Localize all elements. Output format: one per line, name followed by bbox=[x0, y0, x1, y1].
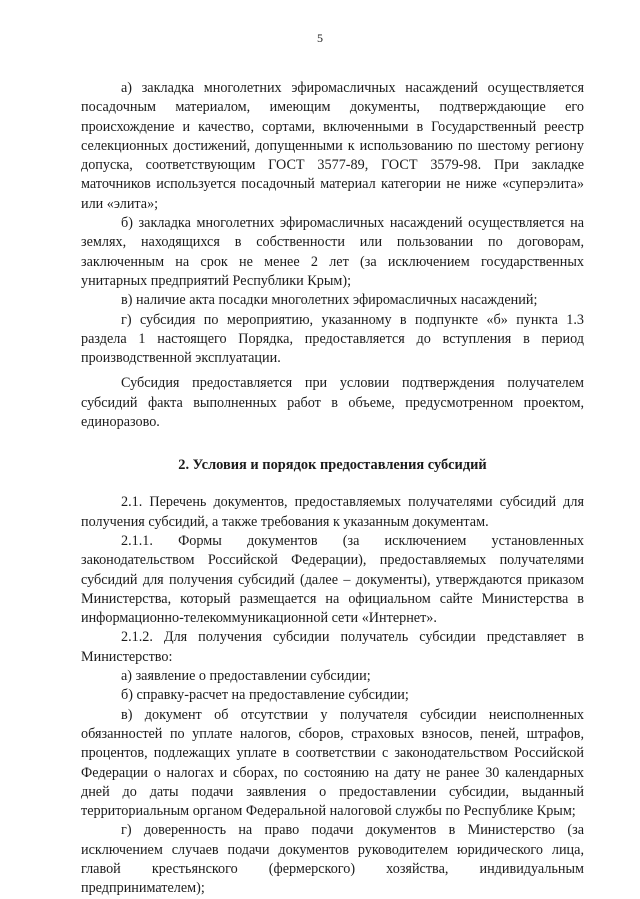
paragraph-a-planting-material: а) закладка многолетних эфиромасличных насаждений осуществляется посадочным материалом, имеющим документы, подтверждающие его происхождение и качество, сортами, включенными в Государственный реестр селекционных достижений, допущенными к использованию по шестому региону допуска, соответствующим ГОСТ 3577-89, ГОСТ 3579-98. При закладке маточников используется посадочный материал категории не ниже «суперэлита» или «элита»; bbox=[81, 80, 584, 212]
list-item-tax-certificate: в) документ об отсутствии у получателя субсидии неисполненных обязанностей по уплате налогов, сборов, страховых взносов, пеней, штрафов, процентов, подлежащих уплате в соответствии с законодательством Российской Федерации о налогах и сборах, по состоянию на дату не ранее 30 календарных дней до даты подачи заявления о предоставлении субсидии, выданный территориальным органом Федеральной налоговой службы по Республике Крым; bbox=[81, 706, 584, 820]
list-item-application: а) заявление о предоставлении субсидии; bbox=[121, 668, 371, 685]
paragraph-g-subsidy-period: г) субсидия по мероприятию, указанному в подпункте «б» пункта 1.3 раздела 1 настоящего Порядка, предоставляется до вступления в период производственной эксплуатации. bbox=[81, 311, 584, 367]
list-item-power-of-attorney: г) доверенность на право подачи документов в Министерство (за исключением случаев подачи документов руководителем юридического лица, главой крестьянского (фермерского) хозяйства, индивидуальным предпринимателем); bbox=[81, 822, 584, 897]
paragraph-2-1-1: 2.1.1. Формы документов (за исключением установленных законодательством Российской Федерации), предоставляемых получателями субсидий для получения субсидий (далее – документы), утверждаются приказом Министерства, который размещается на официальном сайте Министерства в информационно-телекоммуникационной сети «Интернет». bbox=[81, 532, 584, 627]
paragraph-2-1: 2.1. Перечень документов, предоставляемых получателями субсидий для получения субсидий, а также требования к указанным документам. bbox=[81, 494, 584, 530]
page-number: 5 bbox=[317, 31, 323, 45]
list-item-calculation: б) справку-расчет на предоставление субсидии; bbox=[121, 687, 409, 704]
document-body bbox=[81, 79, 584, 899]
section-heading: 2. Условия и порядок предоставления субсидий bbox=[178, 457, 487, 474]
paragraph-b-land-ownership: б) закладка многолетних эфиромасличных насаждений осуществляется на землях, находящихся в собственности или пользовании по договорам, заключенным на срок не менее 2 лет (за исключением государственных унитарных предприятий Республики Крым); bbox=[81, 215, 584, 289]
paragraph-2-1-2: 2.1.2. Для получения субсидии получатель субсидии представляет в Министерство: bbox=[81, 629, 584, 665]
paragraph-v-planting-act: в) наличие акта посадки многолетних эфиромасличных насаждений; bbox=[121, 292, 538, 309]
paragraph-subsidy-condition: Субсидия предоставляется при условии подтверждения получателем субсидий факта выполненных работ в объеме, предусмотренном проектом, единоразово. bbox=[81, 375, 584, 431]
